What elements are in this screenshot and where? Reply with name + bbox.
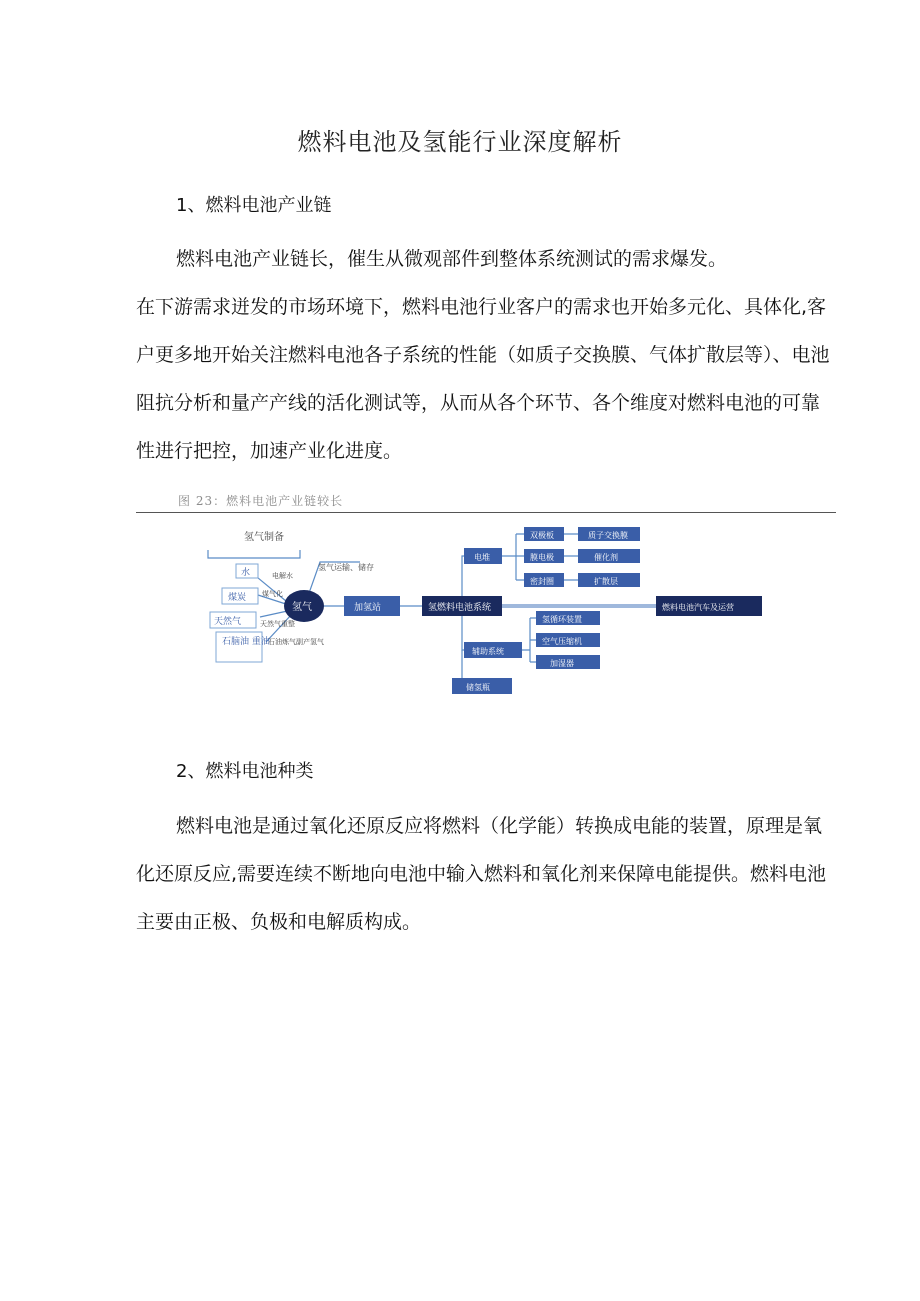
label-coal-method: 煤气化 xyxy=(262,590,283,598)
mea-node xyxy=(524,549,564,563)
label-production: 氢气制备 xyxy=(244,532,284,543)
line-system-aux xyxy=(462,616,464,650)
station-node xyxy=(344,596,400,616)
label-system: 氢燃料电池系统 xyxy=(428,603,492,613)
label-natgas: 天然气 xyxy=(214,617,242,627)
label-seal: 密封圈 xyxy=(530,577,554,586)
label-recirc: 氢循环装置 xyxy=(542,615,582,624)
line-parts-materials xyxy=(564,534,578,580)
label-aux: 辅助系统 xyxy=(472,647,504,656)
stack-node xyxy=(464,548,502,564)
section-heading-cell-types: 2、燃料电池种类 xyxy=(176,761,314,782)
source-oil-box xyxy=(216,632,270,662)
label-humidifier: 加湿器 xyxy=(550,659,574,668)
catalyst-node xyxy=(578,549,640,563)
label-coal: 煤炭 xyxy=(228,593,247,603)
label-water: 水 xyxy=(241,568,251,578)
figure-caption: 图 23：燃料电池产业链较长 xyxy=(178,494,344,508)
vehicle-node xyxy=(656,596,762,616)
label-pem: 质子交换膜 xyxy=(588,531,628,540)
source-natgas-box xyxy=(210,612,256,628)
paragraph-intro: 燃料电池产业链长，催生从微观部件到整体系统测试的需求爆发。 xyxy=(176,248,728,270)
paragraph-cell-principle: 燃料电池是通过氧化还原反应将燃料（化学能）转换成电能的装置，原理是氧化还原反应,需要连续不断地向电池中输入燃料和氧化剂来保障电能提供。燃料电池主要由正极、负极和电解质构成。 xyxy=(136,815,827,933)
pem-node xyxy=(578,527,640,541)
source-water-box xyxy=(236,564,258,578)
label-oil: 石脑油 重油 xyxy=(222,637,270,647)
label-station: 加氢站 xyxy=(354,603,382,613)
label-gdl: 扩散层 xyxy=(594,577,618,586)
caption-divider xyxy=(136,512,836,513)
compressor-node xyxy=(536,633,600,647)
label-byproduct: 副产氢气 xyxy=(296,638,324,646)
production-bracket xyxy=(208,550,300,558)
fuel-cell-system-node xyxy=(422,596,502,616)
label-transport: 氢气运输、储存 xyxy=(318,563,374,572)
bipolar-node xyxy=(524,527,564,541)
line-system-stack xyxy=(462,556,464,596)
label-mea: 膜电极 xyxy=(530,553,554,562)
humidifier-node xyxy=(536,655,600,669)
label-hydrogen: 氢气 xyxy=(292,602,312,613)
gdl-node xyxy=(578,573,640,587)
industry-chain-diagram xyxy=(200,518,790,698)
section2-body xyxy=(136,802,836,946)
section-heading-industry-chain: 1、燃料电池产业链 xyxy=(176,195,332,216)
label-vehicle: 燃料电池汽车及运营 xyxy=(662,603,734,612)
storage-tank-node xyxy=(452,678,512,694)
recirc-node xyxy=(536,611,600,625)
label-catalyst: 催化剂 xyxy=(594,553,618,562)
label-oil-method: 石油炼气 xyxy=(268,638,296,646)
label-bipolar: 双极板 xyxy=(530,531,554,540)
hydrogen-node xyxy=(284,590,324,622)
paragraph-market: 在下游需求迸发的市场环境下，燃料电池行业客户的需求也开始多元化、具体化,客户更多地开始关注燃料电池各子系统的性能（如质子交换膜、气体扩散层等）、电池阻抗分析和量产产线的活化测试等，从而从各个环节、各个维度对燃料电池的可靠性进行把控，加速产业化进度。 xyxy=(136,296,830,462)
label-water-method: 电解水 xyxy=(272,572,293,580)
label-natgas-method: 天然气重整 xyxy=(260,620,295,628)
source-coal-box xyxy=(222,588,258,604)
seal-node xyxy=(524,573,564,587)
page-title: 燃料电池及氢能行业深度解析 xyxy=(297,128,623,156)
aux-system-node xyxy=(464,642,522,658)
line-aux-parts xyxy=(522,618,536,662)
line-stack-parts xyxy=(502,534,524,580)
label-stack: 电堆 xyxy=(474,553,490,562)
label-compressor: 空气压缩机 xyxy=(542,637,582,646)
label-storage-tank: 储氢瓶 xyxy=(466,683,490,692)
section1-body xyxy=(136,235,836,475)
